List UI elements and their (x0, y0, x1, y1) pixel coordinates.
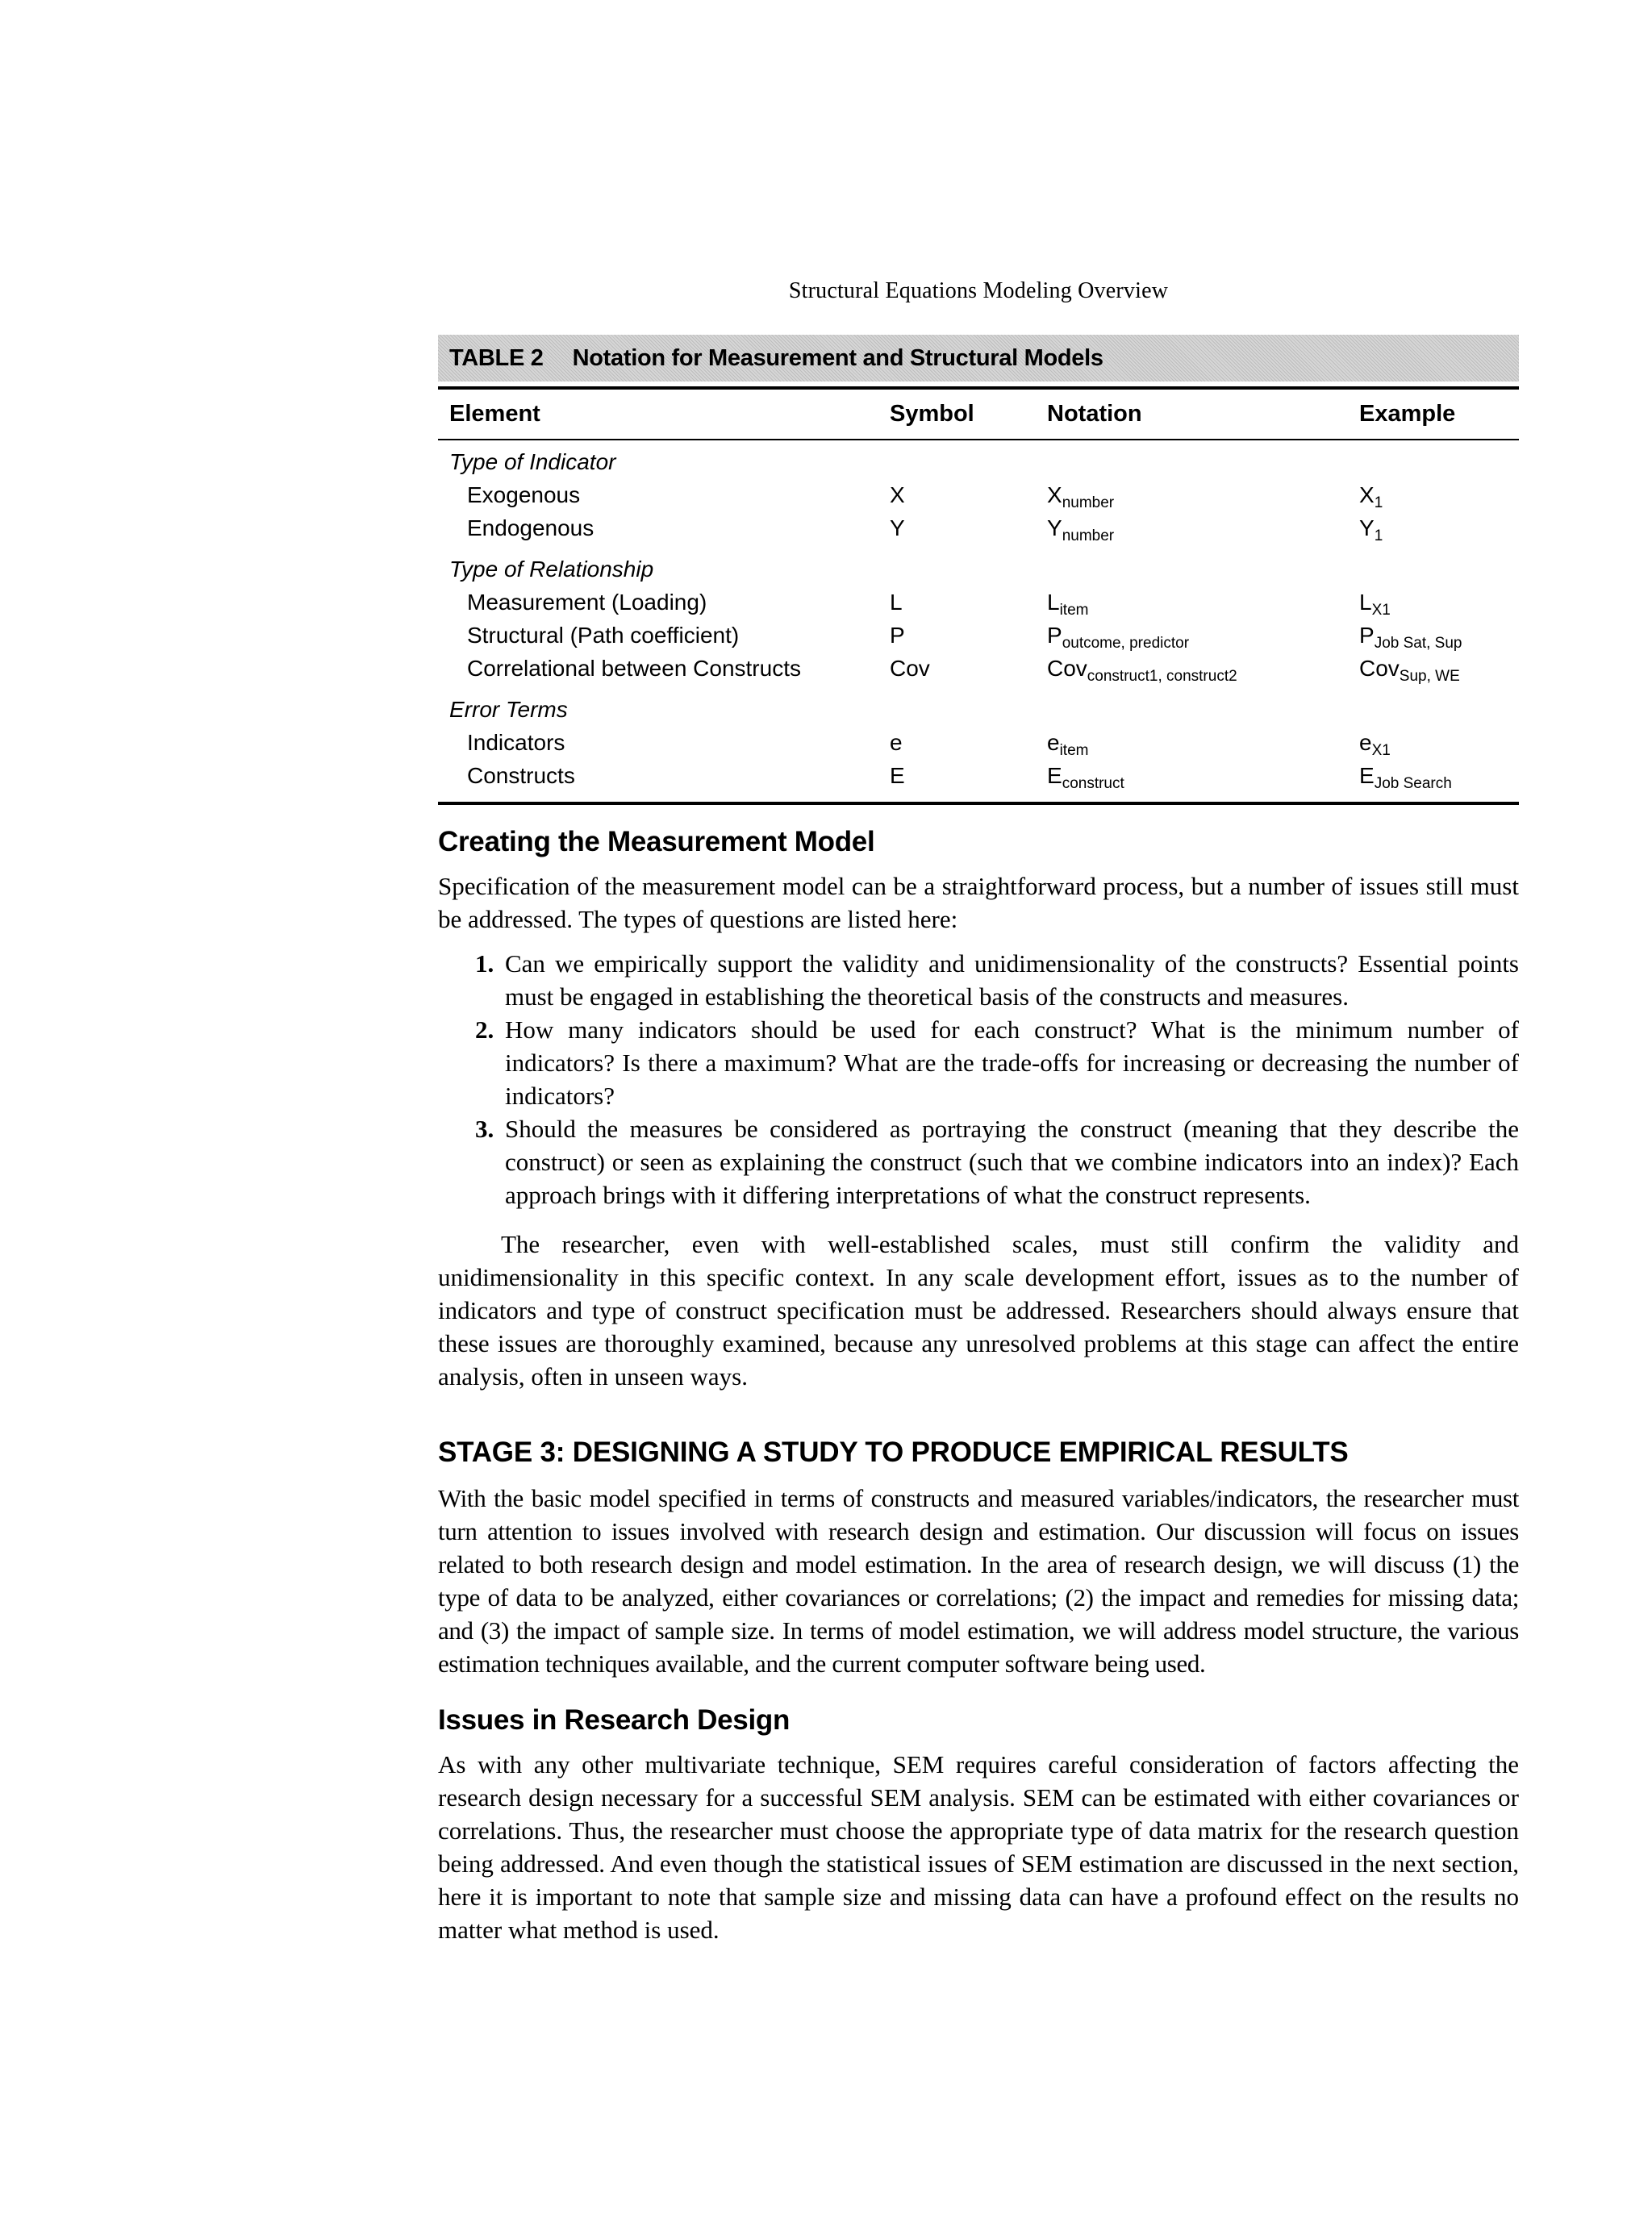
element-cell: Indicators (467, 730, 565, 755)
notation-sub: construct1, construct2 (1087, 668, 1237, 685)
element-cell: Constructs (467, 763, 575, 788)
example-cell (1359, 759, 1519, 803)
list-item (475, 1112, 1519, 1211)
table-row (438, 619, 1519, 652)
example-base: Y (1359, 515, 1375, 540)
notation-sub: item (1059, 602, 1089, 619)
symbol-cell: Cov (890, 656, 930, 681)
table-row (438, 652, 1519, 685)
list-text: Should the measures be considered as portraying the construct (meaning that they describe the construct) or seen as explaining the construct (such that we combine indicators into an index)? Each approach brings with it differing interpretations of what the construct represents. (505, 1115, 1519, 1209)
notation-cell (1047, 511, 1359, 544)
element-cell: Exogenous (467, 482, 581, 507)
header-element: Element (438, 388, 890, 440)
notation-sub: number (1062, 527, 1115, 544)
element-cell: Correlational between Constructs (467, 656, 801, 681)
table-row (438, 726, 1519, 759)
list-item (475, 947, 1519, 1013)
example-base: Cov (1359, 656, 1400, 681)
symbol-cell: L (890, 590, 903, 615)
example-base: L (1359, 590, 1372, 615)
symbol-cell: e (890, 730, 903, 755)
notation-base: e (1047, 730, 1060, 755)
notation-sub: construct (1062, 775, 1124, 792)
table-row (438, 759, 1519, 803)
example-base: X (1359, 482, 1375, 507)
header-symbol: Symbol (890, 388, 1047, 440)
table-header-row (438, 388, 1519, 440)
table-row (438, 586, 1519, 619)
example-cell (1359, 511, 1519, 544)
notation-base: E (1047, 763, 1062, 788)
example-cell (1359, 586, 1519, 619)
symbol-cell: E (890, 763, 905, 788)
example-sub: X1 (1371, 742, 1391, 759)
example-sub: Sup, WE (1399, 668, 1460, 685)
table-row (438, 511, 1519, 544)
example-sub: Job Search (1374, 775, 1452, 792)
notation-cell (1047, 726, 1359, 759)
symbol-cell: P (890, 623, 905, 648)
list-number: 2. (475, 1015, 494, 1044)
example-sub: 1 (1374, 527, 1383, 544)
example-base: P (1359, 623, 1375, 648)
notation-sub: outcome, predictor (1062, 635, 1190, 652)
table-title: Notation for Measurement and Structural Models (572, 344, 1103, 371)
example-cell (1359, 619, 1519, 652)
notation-cell (1047, 759, 1359, 803)
notation-base: L (1047, 590, 1060, 615)
question-list (438, 947, 1519, 1211)
notation-sub: number (1062, 494, 1115, 511)
notation-cell (1047, 619, 1359, 652)
group-row (438, 544, 1519, 586)
example-cell (1359, 478, 1519, 511)
symbol-cell: X (890, 482, 905, 507)
table-caption (438, 335, 1519, 382)
section-heading-research-design: Issues in Research Design (438, 1704, 791, 1736)
running-head: Structural Equations Modeling Overview (788, 278, 1169, 303)
stage-heading: STAGE 3: DESIGNING A STUDY TO PRODUCE EMPIRICAL RESULTS (438, 1436, 1349, 1468)
notation-cell (1047, 586, 1359, 619)
list-text: Can we empirically support the validity and unidimensionality of the constructs? Essential points must be engaged in establishing the theoretical basis of the constructs and measures. (505, 949, 1519, 1011)
example-base: E (1359, 763, 1375, 788)
notation-base: Y (1047, 515, 1062, 540)
list-number: 3. (475, 1115, 494, 1143)
list-text: How many indicators should be used for each construct? What is the minimum number of indicators? Is there a maximum? What are the trade-offs for increasing or decreasing the number of indicators? (505, 1015, 1519, 1110)
list-number: 1. (475, 949, 494, 978)
notation-base: Cov (1047, 656, 1087, 681)
table-row (438, 478, 1519, 511)
group-title: Type of Indicator (449, 449, 616, 474)
header-example: Example (1359, 388, 1519, 440)
list-item (475, 1013, 1519, 1112)
example-cell (1359, 652, 1519, 685)
symbol-cell: Y (890, 515, 905, 540)
header-notation: Notation (1047, 388, 1359, 440)
paragraph-closing: The researcher, even with well-established scales, must still confirm the validity and unidimensionality in this specific context. In any scale development effort, issues as to the number of indicators and type of construct specification must be addressed. Researchers should always ensure that these issues are thoroughly examined, because any unresolved problems at this stage can affect the entire analysis, often in unseen ways. (438, 1230, 1519, 1391)
notation-sub: item (1059, 742, 1089, 759)
group-title: Type of Relationship (449, 557, 654, 582)
notation-cell (1047, 478, 1359, 511)
notation-table (438, 386, 1519, 805)
group-row (438, 685, 1519, 726)
table-label: TABLE 2 (449, 344, 544, 371)
group-title: Error Terms (449, 697, 568, 722)
section-heading-measurement-model: Creating the Measurement Model (438, 826, 875, 857)
element-cell: Structural (Path coefficient) (467, 623, 740, 648)
page-content (438, 278, 1519, 1946)
notation-base: X (1047, 482, 1062, 507)
notation-base: P (1047, 623, 1062, 648)
paragraph-stage3: With the basic model specified in terms of constructs and measured variables/indicators, the researcher must turn attention to issues involved with research design and estimation. Our discussion will focus on issues related to both research design and model estimation. In the area of research design, we will discuss (1) the type of data to be analyzed, either covariances or correlations; (2) the impact and remedies for missing data; and (3) the impact of sample size. In terms of model estimation, we will address model structure, the various estimation techniques available, and the current computer software being used. (438, 1484, 1519, 1678)
example-sub: Job Sat, Sup (1374, 635, 1462, 652)
paragraph-intro: Specification of the measurement model can be a straightforward process, but a number of issues still must be addressed. The types of questions are listed here: (438, 872, 1519, 933)
paragraph-research-design: As with any other multivariate technique, SEM requires careful consideration of factors affecting the research design necessary for a successful SEM analysis. SEM can be estimated with either covariances or correlations. Thus, the researcher must choose the appropriate type of data matrix for the research question being addressed. And even though the statistical issues of SEM estimation are discussed in the next section, here it is important to note that sample size and missing data can have a profound effect on the results no matter what method is used. (438, 1750, 1519, 1944)
element-cell: Measurement (Loading) (467, 590, 707, 615)
example-sub: X1 (1371, 602, 1391, 619)
example-sub: 1 (1374, 494, 1383, 511)
notation-cell (1047, 652, 1359, 685)
example-base: e (1359, 730, 1372, 755)
example-cell (1359, 726, 1519, 759)
group-row (438, 440, 1519, 478)
element-cell: Endogenous (467, 515, 594, 540)
